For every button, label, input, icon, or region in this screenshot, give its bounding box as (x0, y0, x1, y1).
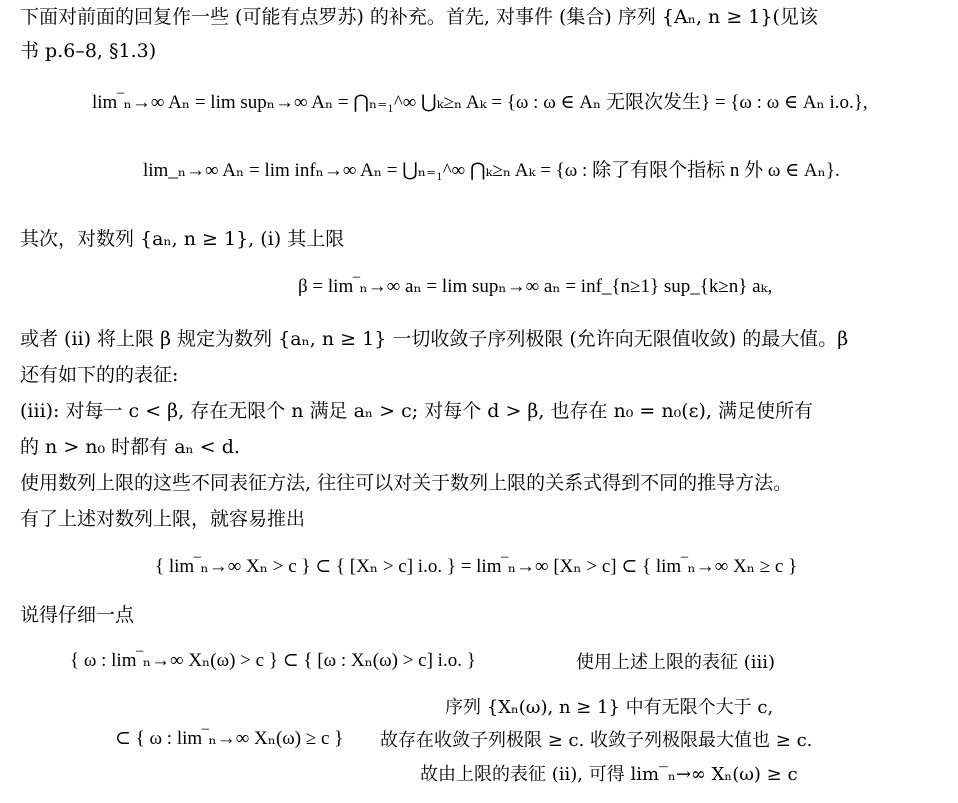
paragraph-intro-line-1: 下面对前面的回复作一些 (可能有点罗苏) 的补充。首先, 对事件 (集合) 序列 {Aₙ, n ≥ 1}(见该 (20, 6, 818, 28)
paragraph-more-detail: 说得仔细一点 (20, 604, 135, 626)
paragraph-intro-line-2: 书 p.6–8, §1.3) (20, 40, 157, 62)
paragraph-definition-ii-line-2: 还有如下的的表征: (20, 364, 179, 386)
paragraph-characterization-iii-line-1: (iii): 对每一 c < β, 存在无限个 n 满足 aₙ > c; 对每个 d > β, 也存在 n₀ = n₀(ε), 满足使所有 (20, 400, 813, 422)
paragraph-methods: 使用数列上限的这些不同表征方法, 往往可以对关于数列上限的关系式得到不同的推导方法。 (20, 472, 793, 494)
paragraph-consequence: 有了上述对数列上限，就容易推出 (20, 508, 306, 530)
note-convergent-subsequence: 故存在收敛子列极限 ≥ c. 收敛子列极限最大值也 ≥ c. (380, 730, 813, 751)
equation-beta: β = lim‾ₙ→∞ aₙ = lim supₙ→∞ aₙ = inf_{n≥1} sup_{k≥n} aₖ, (298, 276, 773, 297)
paragraph-definition-ii-line-1: 或者 (ii) 将上限 β 规定为数列 {aₙ, n ≥ 1} 一切收敛子序列极限 (允许向无限值收敛) 的最大值。β (20, 328, 849, 350)
paragraph-sequence-limsup: 其次，对数列 {aₙ, n ≥ 1}, (i) 其上限 (20, 228, 345, 250)
note-infinitely-many-greater: 序列 {Xₙ(ω), n ≥ 1} 中有无限个大于 c, (445, 697, 774, 718)
equation-event-chain: { lim‾ₙ→∞ Xₙ > c } ⊂ { [Xₙ > c] i.o. } = lim‾ₙ→∞ [Xₙ > c] ⊂ { lim‾ₙ→∞ Xₙ ≥ c } (155, 556, 798, 577)
note-use-characterization-iii: 使用上述上限的表征 (iii) (576, 652, 776, 673)
equation-liminf-sets: lim_ₙ→∞ Aₙ = lim infₙ→∞ Aₙ = ⋃ₙ₌₁^∞ ⋂ₖ≥ₙ Aₖ = {ω : 除了有限个指标 n 外 ω ∈ Aₙ}. (143, 160, 840, 181)
equation-limsup-sets: lim‾ₙ→∞ Aₙ = lim supₙ→∞ Aₙ = ⋂ₙ₌₁^∞ ⋃ₖ≥ₙ Aₖ = {ω : ω ∈ Aₙ 无限次发生} = {ω : ω ∈ Aₙ i.o.}, (92, 92, 868, 113)
equation-detail-step-2: ⊂ { ω : lim‾ₙ→∞ Xₙ(ω) ≥ c } (115, 728, 344, 749)
paragraph-characterization-iii-line-2: 的 n > n₀ 时都有 aₙ < d. (20, 436, 240, 458)
equation-detail-step-1: { ω : lim‾ₙ→∞ Xₙ(ω) > c } ⊂ { [ω : Xₙ(ω) > c] i.o. } (70, 650, 476, 671)
note-conclusion-characterization-ii: 故由上限的表征 (ii), 可得 lim‾ₙ→∞ Xₙ(ω) ≥ c (420, 764, 798, 785)
